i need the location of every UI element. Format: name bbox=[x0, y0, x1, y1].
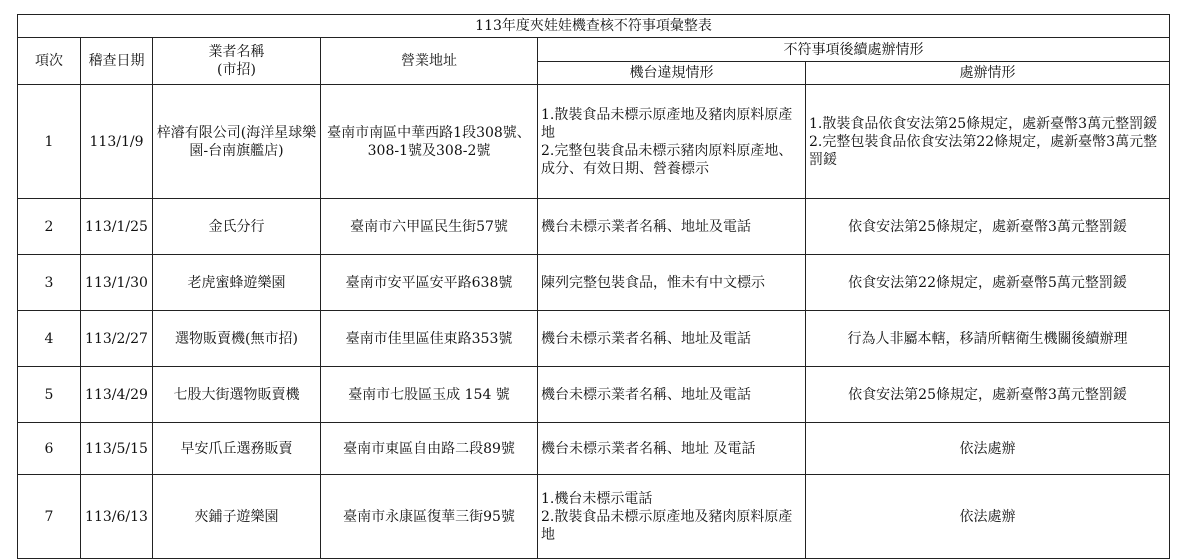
header-no: 項次 bbox=[18, 38, 81, 85]
row-handling bbox=[806, 311, 1170, 367]
row-violation bbox=[538, 475, 806, 559]
table-row bbox=[18, 423, 1170, 475]
row-no: 3 bbox=[18, 255, 81, 311]
violation-item: 機台未標示業者名稱、地址 及電話 bbox=[541, 440, 756, 457]
row-violation bbox=[538, 311, 806, 367]
row-address: 臺南市東區自由路二段89號 bbox=[321, 423, 538, 475]
handling-item: 行為人非屬本轄，移請所轄衛生機關後續辦理 bbox=[847, 330, 1128, 347]
table-row bbox=[18, 255, 1170, 311]
violation-item: 1.機台未標示電話 bbox=[541, 490, 653, 507]
violation-item: 2.完整包裝食品未標示豬肉原料原產地、成分、有效日期、營養標示 bbox=[541, 142, 793, 177]
handling-item: 1.散裝食品依食安法第25條規定，處新臺幣3萬元整罰鍰 bbox=[809, 115, 1158, 132]
row-violation bbox=[538, 423, 806, 475]
row-no: 6 bbox=[18, 423, 81, 475]
row-name: 夾鋪子遊樂園 bbox=[153, 475, 321, 559]
inspection-summary-table bbox=[17, 14, 1170, 559]
table-row bbox=[18, 85, 1170, 199]
row-handling bbox=[806, 255, 1170, 311]
row-violation bbox=[538, 367, 806, 423]
row-address: 臺南市佳里區佳東路353號 bbox=[321, 311, 538, 367]
row-address: 臺南市永康區復華三街95號 bbox=[321, 475, 538, 559]
row-name: 金氏分行 bbox=[153, 199, 321, 255]
row-name: 老虎蜜蜂遊樂園 bbox=[153, 255, 321, 311]
row-violation bbox=[538, 85, 806, 199]
row-name: 選物販賣機(無市招) bbox=[153, 311, 321, 367]
violation-item: 2.散裝食品未標示原產地及豬肉原料原產地 bbox=[541, 508, 793, 543]
row-address: 臺南市七股區玉成 154 號 bbox=[321, 367, 538, 423]
row-date: 113/6/13 bbox=[81, 475, 153, 559]
table-row bbox=[18, 311, 1170, 367]
handling-item: 2.完整包裝食品依食安法第22條規定，處新臺幣3萬元整罰鍰 bbox=[809, 133, 1158, 168]
header-name-line2: (市招) bbox=[217, 62, 256, 78]
violation-item: 機台未標示業者名稱、地址及電話 bbox=[541, 218, 751, 235]
violation-item: 陳列完整包裝食品，惟未有中文標示 bbox=[541, 274, 765, 291]
row-violation bbox=[538, 255, 806, 311]
header-name bbox=[153, 38, 321, 85]
row-name: 梓濬有限公司(海洋星球樂園-台南旗艦店) bbox=[153, 85, 321, 199]
row-date: 113/5/15 bbox=[81, 423, 153, 475]
header-date: 稽查日期 bbox=[81, 38, 153, 85]
table-row bbox=[18, 199, 1170, 255]
row-name: 早安爪丘選務販賣 bbox=[153, 423, 321, 475]
row-no: 4 bbox=[18, 311, 81, 367]
row-date: 113/1/30 bbox=[81, 255, 153, 311]
violation-item: 1.散裝食品未標示原產地及豬肉原料原產地 bbox=[541, 106, 793, 141]
row-handling bbox=[806, 423, 1170, 475]
header-address: 營業地址 bbox=[321, 38, 538, 85]
table-title: 113年度夾娃娃機查核不符事項彙整表 bbox=[18, 15, 1170, 38]
row-violation bbox=[538, 199, 806, 255]
header-handling: 處辦情形 bbox=[806, 62, 1170, 85]
handling-item: 依食安法第25條規定，處新臺幣3萬元整罰鍰 bbox=[848, 218, 1127, 235]
row-no: 1 bbox=[18, 85, 81, 199]
violation-item: 機台未標示業者名稱、地址及電話 bbox=[541, 330, 751, 347]
table-row bbox=[18, 475, 1170, 559]
row-date: 113/4/29 bbox=[81, 367, 153, 423]
handling-item: 依法處辦 bbox=[959, 440, 1016, 457]
row-handling bbox=[806, 367, 1170, 423]
row-name: 七股大街選物販賣機 bbox=[153, 367, 321, 423]
row-date: 113/2/27 bbox=[81, 311, 153, 367]
row-no: 7 bbox=[18, 475, 81, 559]
row-handling bbox=[806, 199, 1170, 255]
row-date: 113/1/9 bbox=[81, 85, 153, 199]
row-address: 臺南市南區中華西路1段308號、308-1號及308-2號 bbox=[321, 85, 538, 199]
row-no: 5 bbox=[18, 367, 81, 423]
header-name-line1: 業者名稱 bbox=[208, 44, 265, 60]
header-followup: 不符事項後續處辦情形 bbox=[538, 38, 1170, 62]
row-address: 臺南市安平區安平路638號 bbox=[321, 255, 538, 311]
violation-item: 機台未標示業者名稱、地址及電話 bbox=[541, 386, 751, 403]
row-no: 2 bbox=[18, 199, 81, 255]
table-row bbox=[18, 367, 1170, 423]
header-violation: 機台違規情形 bbox=[538, 62, 806, 85]
row-handling bbox=[806, 85, 1170, 199]
handling-item: 依食安法第22條規定，處新臺幣5萬元整罰鍰 bbox=[848, 274, 1127, 291]
row-date: 113/1/25 bbox=[81, 199, 153, 255]
row-handling bbox=[806, 475, 1170, 559]
handling-item: 依食安法第25條規定，處新臺幣3萬元整罰鍰 bbox=[848, 386, 1127, 403]
handling-item: 依法處辦 bbox=[959, 508, 1016, 525]
row-address: 臺南市六甲區民生街57號 bbox=[321, 199, 538, 255]
